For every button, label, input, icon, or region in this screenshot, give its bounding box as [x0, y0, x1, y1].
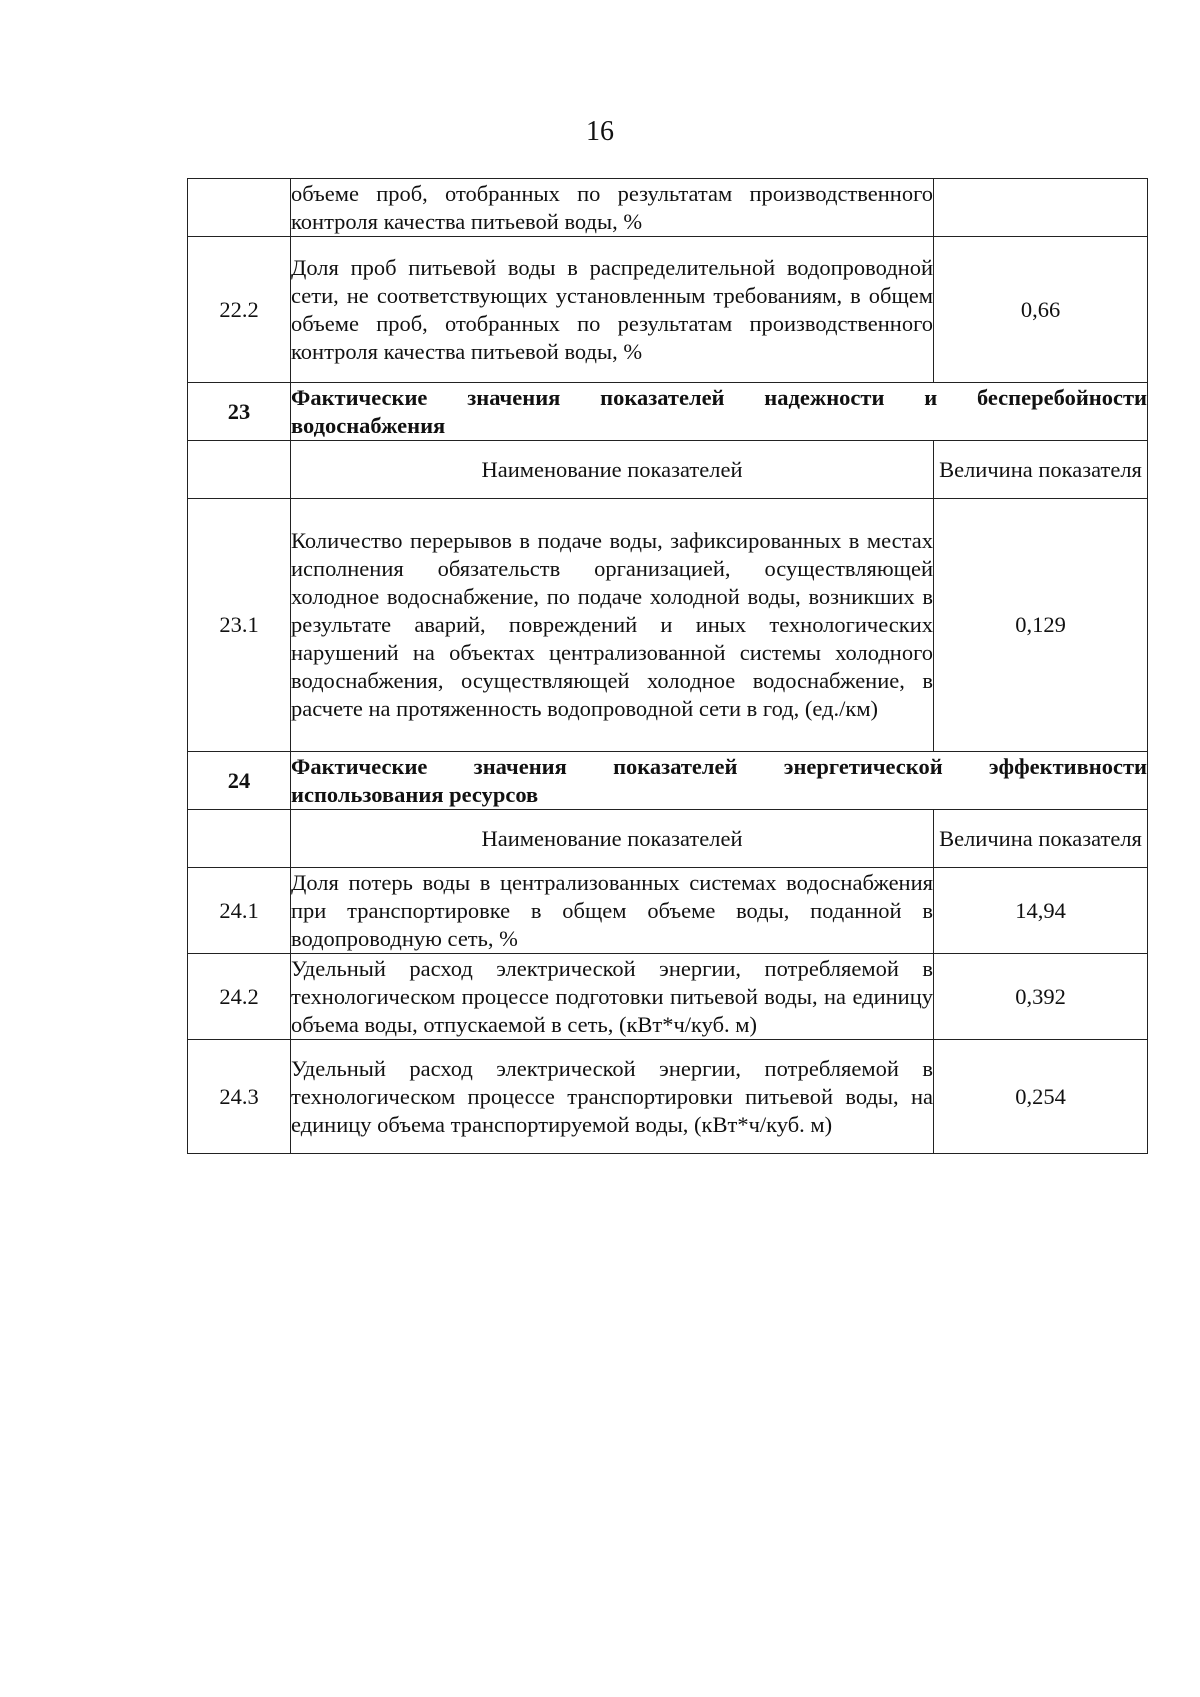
indicator-value: 0,392: [934, 954, 1148, 1040]
indicator-description: Количество перерывов в подаче воды, зафиксированных в местах исполнения обязательств организацией, осуществляющей холодное водоснабжение, по подаче холодной воды, возникших в результате аварий, повреждений и иных технологических нарушений на объектах централизованной системы холодного водоснабжения, осуществляющей холодное водоснабжение, в расчете на протяженность водопроводной сети в год, (ед./км): [291, 499, 934, 752]
page-number: 16: [586, 116, 614, 147]
row-number: 24.2: [188, 954, 291, 1040]
row-number: [188, 179, 291, 237]
indicator-description: Удельный расход электрической энергии, потребляемой в технологическом процессе подготовки питьевой воды, на единицу объема воды, отпускаемой в сеть, (кВт*ч/куб. м): [291, 954, 934, 1040]
table-row: [188, 954, 1148, 1040]
column-header-name: Наименование показателей: [291, 441, 934, 499]
table-row: [188, 237, 1148, 383]
header-row: [188, 441, 1148, 499]
empty-cell: [188, 810, 291, 868]
column-header-name: Наименование показателей: [291, 810, 934, 868]
table-row: [188, 1040, 1148, 1154]
indicator-description: Доля проб питьевой воды в распределительной водопроводной сети, не соответствующих установленным требованиям, в общем объеме проб, отобранных по результатам производственного контроля качества питьевой воды, %: [291, 237, 934, 383]
section-title: [291, 752, 1148, 810]
table-row: [188, 179, 1148, 237]
indicator-value: 0,254: [934, 1040, 1148, 1154]
header-row: [188, 810, 1148, 868]
indicators-table: [187, 178, 1148, 1154]
row-number: 24.3: [188, 1040, 291, 1154]
indicator-value: [934, 179, 1148, 237]
indicator-value: 0,129: [934, 499, 1148, 752]
table-row: [188, 499, 1148, 752]
row-number: 22.2: [188, 237, 291, 383]
section-row-23: [188, 383, 1148, 441]
empty-cell: [188, 441, 291, 499]
section-title-line2: использования ресурсов: [291, 781, 539, 807]
indicator-value: 14,94: [934, 868, 1148, 954]
indicator-description: объеме проб, отобранных по результатам производственного контроля качества питьевой воды, %: [291, 179, 934, 237]
indicator-description: Удельный расход электрической энергии, потребляемой в технологическом процессе транспортировки питьевой воды, на единицу объема транспортируемой воды, (кВт*ч/куб. м): [291, 1040, 934, 1154]
column-header-value: Величина показателя: [934, 441, 1148, 499]
section-row-24: [188, 752, 1148, 810]
indicator-value: 0,66: [934, 237, 1148, 383]
row-number: 24.1: [188, 868, 291, 954]
section-title-line2: водоснабжения: [291, 412, 446, 438]
section-title: [291, 383, 1148, 441]
row-number: 23.1: [188, 499, 291, 752]
section-number: 24: [188, 752, 291, 810]
table-row: [188, 868, 1148, 954]
column-header-value: Величина показателя: [934, 810, 1148, 868]
section-title-line1: Фактические значения показателей энергетической эффективности: [291, 753, 1147, 779]
section-number: 23: [188, 383, 291, 441]
section-title-line1: Фактические значения показателей надежности и бесперебойности: [291, 384, 1147, 410]
indicator-description: Доля потерь воды в централизованных системах водоснабжения при транспортировке в общем объеме воды, поданной в водопроводную сеть, %: [291, 868, 934, 954]
